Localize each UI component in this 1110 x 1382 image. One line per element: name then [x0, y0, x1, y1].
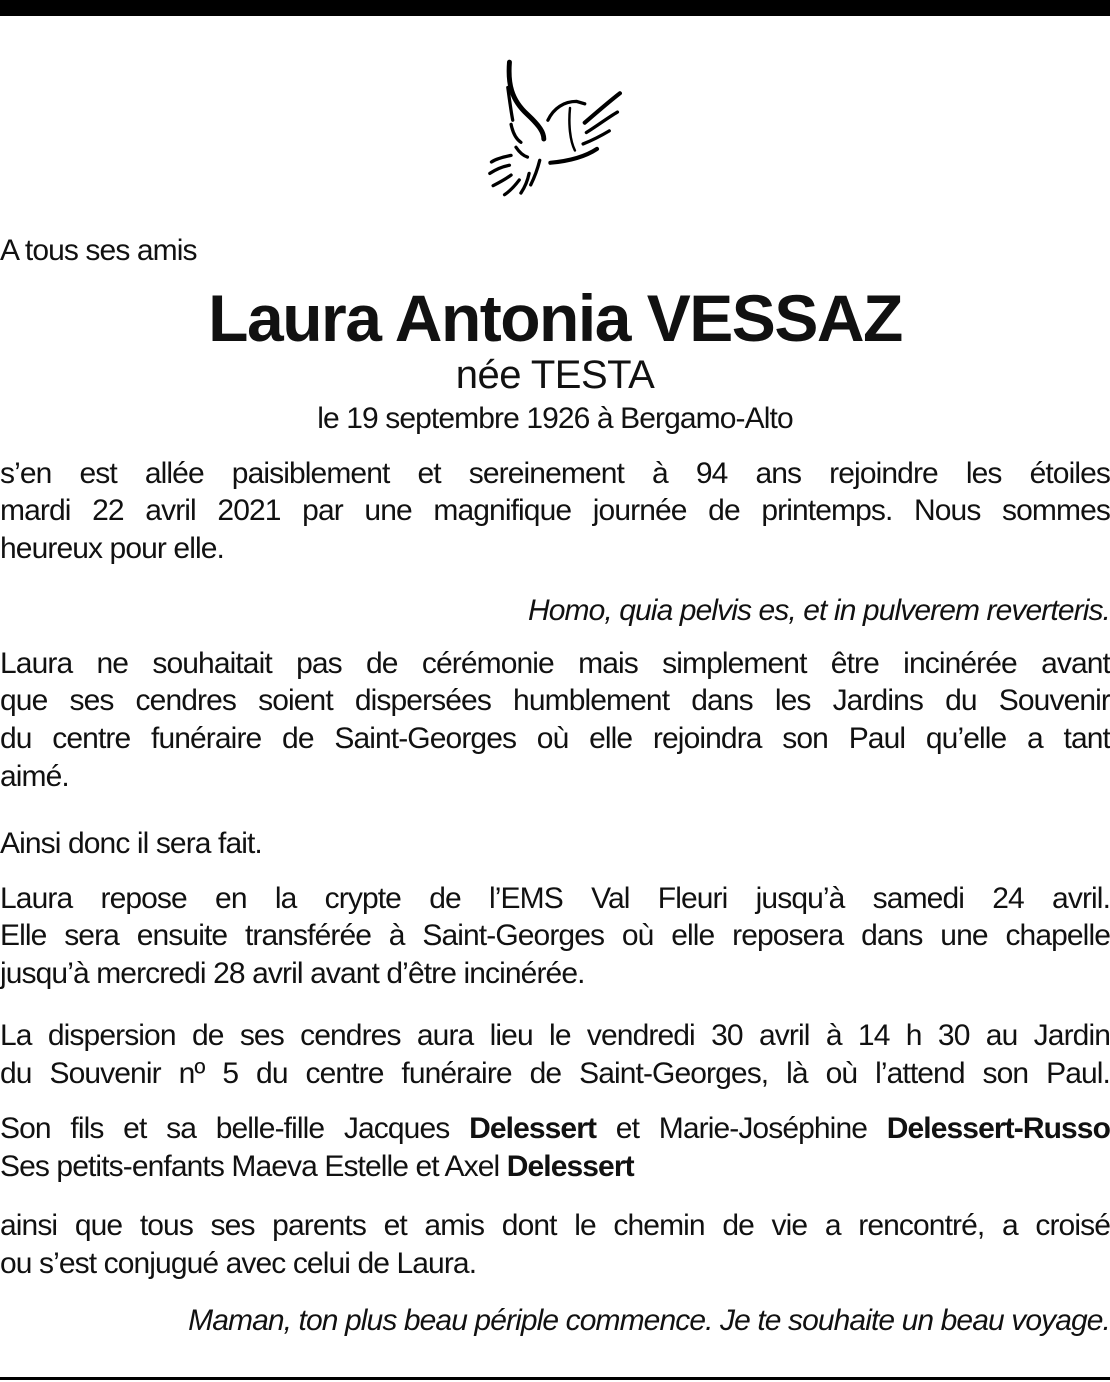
- deceased-name: Laura Antonia VESSAZ: [208, 281, 902, 355]
- dove-icon: [462, 50, 642, 215]
- maiden-name: née TESTA: [455, 353, 655, 397]
- paragraph-line: ainsi que tous ses parents et amis dont le chemin de vie a rencontré, a croisé: [0, 1209, 1110, 1242]
- paragraph-line: Laura ne souhaitait pas de cérémonie mais simplement être incinérée avant: [0, 647, 1110, 680]
- paragraph-line: Elle sera ensuite transférée à Saint-Georges où elle reposera dans une chapelle: [0, 919, 1110, 952]
- paragraph-line: que ses cendres soient dispersées humblement dans les Jardins du Souvenir: [0, 684, 1110, 717]
- family-surname: Delessert: [506, 1150, 634, 1183]
- closing-quote: Maman, ton plus beau périple commence. Je te souhaite un beau voyage.: [188, 1304, 1110, 1337]
- paragraph-line: s’en est allée paisiblement et sereinement à 94 ans rejoindre les étoiles: [0, 457, 1110, 490]
- top-border: [0, 0, 1110, 16]
- paragraph-line: La dispersion de ses cendres aura lieu le vendredi 30 avril à 14 h 30 au Jardin: [0, 1019, 1110, 1052]
- paragraph-line: du centre funéraire de Saint-Georges où elle rejoindra son Paul qu’elle a tant: [0, 722, 1110, 755]
- paragraph-line: Ainsi donc il sera fait.: [0, 827, 262, 860]
- paragraph-line: aimé.: [0, 760, 69, 793]
- family-text: Son fils et sa belle-fille Jacques: [0, 1112, 470, 1145]
- paragraph-line: jusqu’à mercredi 28 avril avant d’être incinérée.: [0, 957, 585, 990]
- paragraph-line: heureux pour elle.: [0, 532, 224, 565]
- paragraph-line: mardi 22 avril 2021 par une magnifique journée de printemps. Nous sommes: [0, 494, 1110, 527]
- latin-quote: Homo, quia pelvis es, et in pulverem reverteris.: [527, 594, 1110, 627]
- paragraph-line: Laura repose en la crypte de l’EMS Val Fleuri jusqu’à samedi 24 avril.: [0, 882, 1110, 915]
- birth-info: le 19 septembre 1926 à Bergamo-Alto: [317, 402, 793, 435]
- paragraph-line: du Souvenir nº 5 du centre funéraire de Saint-Georges, là où l’attend son Paul.: [0, 1057, 1110, 1090]
- paragraph-line: ou s’est conjugué avec celui de Laura.: [0, 1247, 477, 1280]
- bottom-border: [0, 1377, 1110, 1380]
- greeting: A tous ses amis: [0, 234, 197, 267]
- family-surname: Delessert-Russo: [886, 1112, 1110, 1145]
- family-line: [0, 1110, 1110, 1147]
- family-text: Ses petits-enfants Maeva Estelle et Axel: [0, 1150, 507, 1183]
- family-line: [0, 1148, 1110, 1185]
- family-surname: Delessert: [469, 1112, 597, 1145]
- family-text: et Marie-Joséphine: [596, 1112, 887, 1145]
